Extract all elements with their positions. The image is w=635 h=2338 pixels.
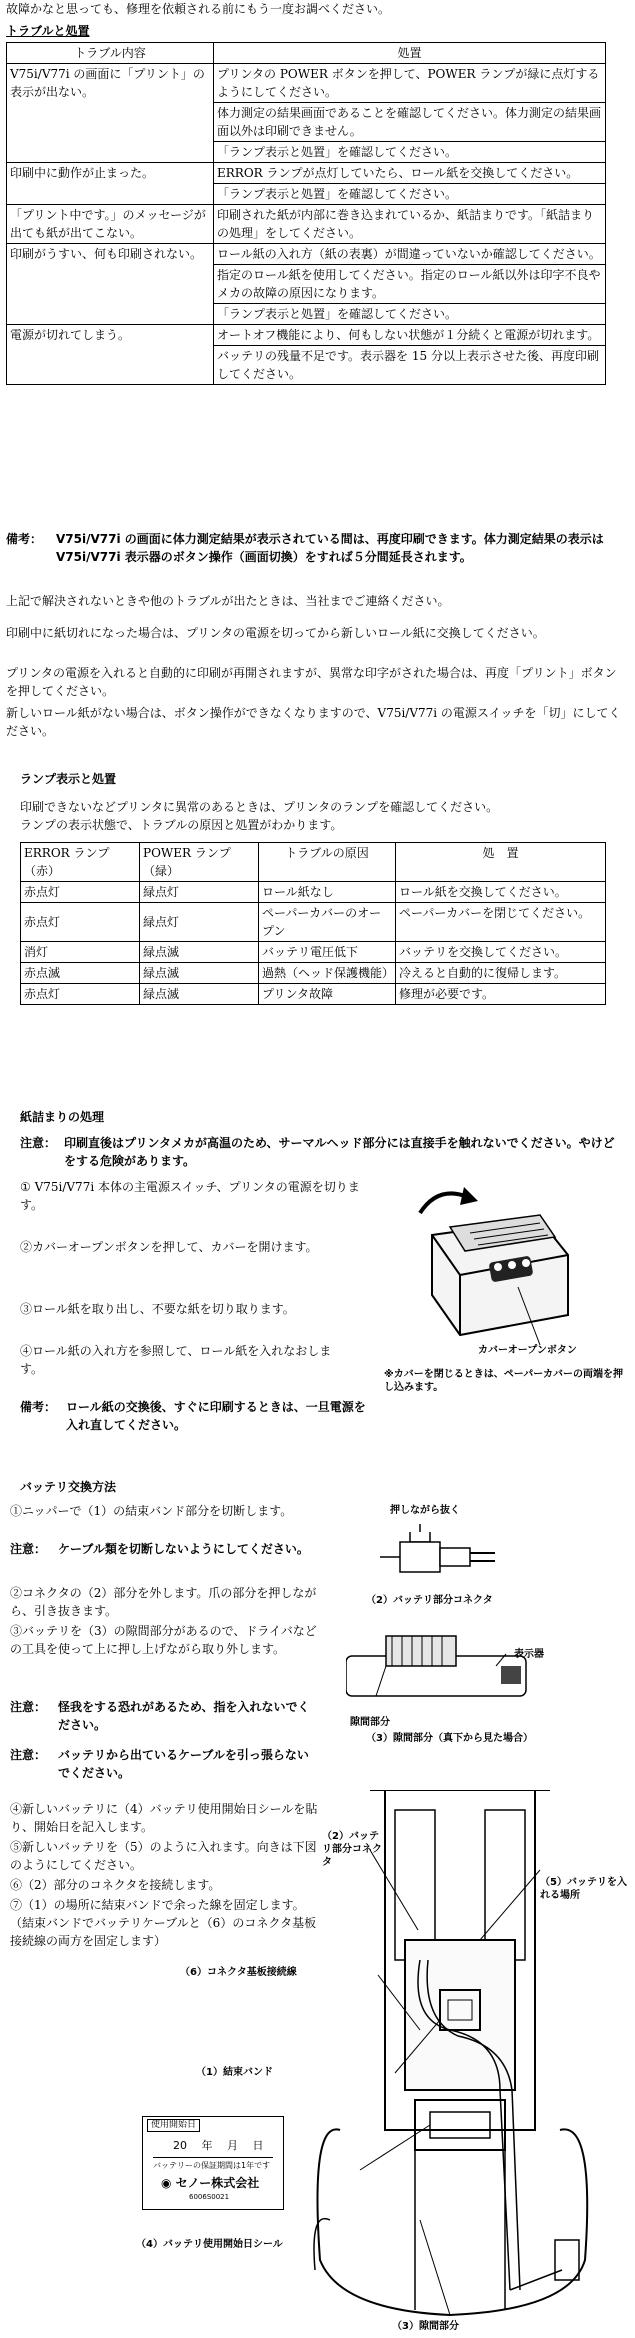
cell: 修理が必要です。 [396, 984, 606, 1005]
cell: 過熱（ヘッド保護機能） [259, 963, 396, 984]
caution-label: 注意： [20, 1136, 57, 1150]
lamp-table [20, 842, 606, 1005]
action-cell: 体力測定の結果画面であることを確認してください。体力測定の結果画面以外は印刷できません。 [214, 103, 606, 142]
printer-illustration [390, 1175, 590, 1355]
table-row [21, 942, 606, 963]
problem-cell: 「プリント中です。」のメッセージが出ても紙が出てこない。 [7, 205, 214, 244]
col-remedy: 処 置 [396, 843, 606, 882]
note-text: 怪我をする恐れがあるため、指を入れないでください。 [58, 1700, 310, 1732]
fig-place-label: （5）バッテリを入れる場所 [540, 1877, 627, 1901]
action-cell: ERROR ランプが点灯していたら、ロール紙を交換してください。 [214, 163, 606, 184]
table-row [21, 963, 606, 984]
trouble-table [6, 42, 606, 385]
intro-text: 故障かなと思っても、修理を依頼される前にもう一度お調べください。 [6, 2, 391, 16]
fig-gap-caption: （3）隙間部分（真下から見た場合） [366, 1733, 533, 1744]
problem-cell: 印刷中に動作が止まった。 [7, 163, 214, 205]
battery-step: ①ニッパーで（1）の結束バンド部分を切断します。 [10, 1504, 293, 1518]
col-power: POWER ランプ（緑） [140, 843, 259, 882]
action-cell: ロール紙の入れ方（紙の表裏）が間違っていないか確認してください。 [214, 244, 606, 265]
trouble-heading: トラブルと処置 [6, 24, 90, 38]
brand-logo-icon: ◉ [161, 2176, 172, 2190]
jam-remark-label: 備考： [20, 1400, 57, 1414]
sticker-brand [161, 2175, 259, 2191]
cell: 緑点滅 [140, 963, 259, 984]
col-trouble: トラブル内容 [7, 43, 214, 64]
cell: 緑点灯 [140, 882, 259, 903]
problem-cell: 電源が切れてしまう。 [7, 325, 214, 385]
sticker-title: 使用開始日 [147, 2119, 200, 2132]
table-header-row [7, 43, 606, 64]
cell: プリンタ故障 [259, 984, 396, 1005]
remark-label: 備考： [6, 532, 43, 546]
fig-connector-label: （2）バッテリ部分コネクタ [366, 1595, 493, 1606]
note-text: ケーブル類を切断しないようにしてください。 [58, 1542, 309, 1556]
jam-step: ④ロール紙の入れ方を参照して、ロール紙を入れなおします。 [20, 1344, 332, 1376]
action-cell: 指定のロール紙を使用してください。指定のロール紙以外は印字不良やメカの故障の原因になります。 [214, 265, 606, 304]
action-cell: 印刷された紙が内部に巻き込まれているか、紙詰まりです。「紙詰まりの処理」をしてください。 [214, 205, 606, 244]
battery-date-sticker [142, 2116, 284, 2210]
fig-gap2-label: （3）隙間部分 [392, 2321, 459, 2332]
battery-step: ②コネクタの（2）部分を外します。爪の部分を押しながら、引き抜きます。 [10, 1586, 317, 1618]
cover-open-button-label: カバーオープンボタン [478, 1345, 577, 1356]
cell: バッテリ電圧低下 [259, 942, 396, 963]
cell: 赤点滅 [21, 963, 140, 984]
jam-remark-text: ロール紙の交換後、すぐに印刷するときは、一旦電源を入れ直してください。 [66, 1400, 366, 1432]
paragraph: 新しいロール紙がない場合は、ボタン操作ができなくなりますので、V75i/V77i の電源スイッチを「切」にしてください。 [6, 706, 621, 738]
action-cell: バッテリの残量不足です。表示器を 15 分以上表示させた後、再度印刷してください。 [214, 346, 606, 385]
lamp-intro: ランプの表示状態で、トラブルの原因と処置がわかります。 [20, 818, 343, 832]
battery-step: ④新しいバッテリに（4）バッテリ使用開始日シールを貼り、開始日を記入します。 [10, 1802, 318, 1834]
paragraph: 印刷中に紙切れになった場合は、プリンタの電源を切ってから新しいロール紙に交換してください。 [6, 626, 545, 640]
sticker-code: 6006S0021 [189, 2193, 230, 2201]
cell: ペーパーカバーのオープン [259, 903, 396, 942]
note-label: 注意： [10, 1700, 47, 1714]
col-error: ERROR ランプ（赤） [21, 843, 140, 882]
table-row [7, 244, 606, 265]
col-cause: トラブルの原因 [259, 843, 396, 882]
remark-text: V75i/V77i の画面に体力測定結果が表示されている間は、再度印刷できます。体力測定結果の表示は V75i/V77i 表示器のボタン操作（画面切換）をすれば５分間延長されます。 [56, 532, 604, 564]
jam-heading: 紙詰まりの処理 [20, 1110, 105, 1124]
table-row [21, 903, 606, 942]
col-action: 処置 [214, 43, 606, 64]
cell: 消灯 [21, 942, 140, 963]
fig-pull-label: 押しながら抜く [390, 1505, 460, 1516]
fig-gap-label: 隙間部分 [350, 1717, 390, 1728]
fig-band-label: （1）結束バンド [196, 2067, 273, 2078]
jam-step: ②カバーオープンボタンを押して、カバーを開けます。 [20, 1240, 318, 1254]
cell: 赤点灯 [21, 903, 140, 942]
table-row [7, 163, 606, 184]
jam-step: ① V75i/V77i 本体の主電源スイッチ、プリンタの電源を切ります。 [20, 1180, 360, 1212]
jam-step: ③ロール紙を取り出し、不要な紙を切り取ります。 [20, 1302, 295, 1316]
cell: 冷えると自動的に復帰します。 [396, 963, 606, 984]
action-cell: プリンタの POWER ボタンを押して、POWER ランプが緑に点灯するようにしてください。 [214, 64, 606, 103]
note-label: 注意： [10, 1542, 47, 1556]
table-row [7, 64, 606, 103]
problem-cell: V75i/V77i の画面に「プリント」の表示が出ない。 [7, 64, 214, 163]
fig-display-label: 表示器 [514, 1649, 544, 1660]
cell: 緑点滅 [140, 984, 259, 1005]
table-row [7, 205, 606, 244]
action-cell: 「ランプ表示と処置」を確認してください。 [214, 184, 606, 205]
battery-heading: バッテリ交換方法 [20, 1480, 117, 1494]
connector-illustration [380, 1522, 500, 1592]
sticker-brand-text: セノー株式会社 [175, 2176, 260, 2190]
fig-sticker-label: （4）バッテリ使用開始日シール [136, 2239, 283, 2250]
gap-illustration [346, 1626, 546, 1706]
action-cell: 「ランプ表示と処置」を確認してください。 [214, 142, 606, 163]
cell: 緑点滅 [140, 942, 259, 963]
action-cell: オートオフ機能により、何もしない状態が１分続くと電源が切れます。 [214, 325, 606, 346]
lamp-heading: ランプ表示と処置 [20, 772, 117, 786]
sticker-date: 20 年 月 日 [173, 2139, 264, 2152]
cell: 赤点灯 [21, 882, 140, 903]
note-label: 注意： [10, 1748, 47, 1762]
fig-conn2-label: （2）バッテリ部分コネクタ [322, 1831, 382, 1868]
table-row [7, 325, 606, 346]
cell: 緑点灯 [140, 903, 259, 942]
cell: ロール紙を交換してください。 [396, 882, 606, 903]
battery-step: ③バッテリを（3）の隙間部分があるので、ドライバなどの工具を使って上に押し上げながら取り外します。 [10, 1624, 317, 1656]
device-back-illustration [300, 1790, 600, 2320]
table-row [21, 882, 606, 903]
problem-cell: 印刷がうすい、何も印刷されない。 [7, 244, 214, 325]
fig-board-label: （6）コネクタ基板接続線 [180, 1967, 297, 1978]
caution-text: 印刷直後はプリンタメカが高温のため、サーマルヘッド部分には直接手を触れないでください。やけどをする危険があります。 [64, 1136, 615, 1168]
table-header-row [21, 843, 606, 882]
note-text: バッテリから出ているケーブルを引っ張らないでください。 [58, 1748, 309, 1780]
contact-text: 上記で解決されないときや他のトラブルが出たときは、当社までご連絡ください。 [6, 594, 450, 608]
lamp-intro: 印刷できないなどプリンタに異常のあるときは、プリンタのランプを確認してください。 [20, 800, 499, 814]
paragraph: プリンタの電源を入れると自動的に印刷が再開されますが、異常な印字がされた場合は、再度「プリント」ボタンを押してください。 [6, 666, 617, 698]
sticker-warranty: バッテリーの保証期間は1年です [153, 2161, 271, 2170]
table-row [21, 984, 606, 1005]
cell: 赤点灯 [21, 984, 140, 1005]
cover-note: ※カバーを閉じるときは、ペーパーカバーの両端を押し込みます。 [384, 1369, 624, 1393]
battery-step: ⑤新しいバッテリを（5）のように入れます。向きは下図のようにしてください。 [10, 1840, 317, 1872]
battery-step: ⑦（1）の場所に結束バンドで余った線を固定します。（結束バンドでバッテリケーブルと（6）のコネクタ基板接続線の両方を固定します） [10, 1898, 317, 1948]
cell: バッテリを交換してください。 [396, 942, 606, 963]
cell: ペーパーカバーを閉じてください。 [396, 903, 606, 942]
battery-step: ⑥（2）部分のコネクタを接続します。 [10, 1878, 221, 1892]
cell: ロール紙なし [259, 882, 396, 903]
action-cell: 「ランプ表示と処置」を確認してください。 [214, 304, 606, 325]
